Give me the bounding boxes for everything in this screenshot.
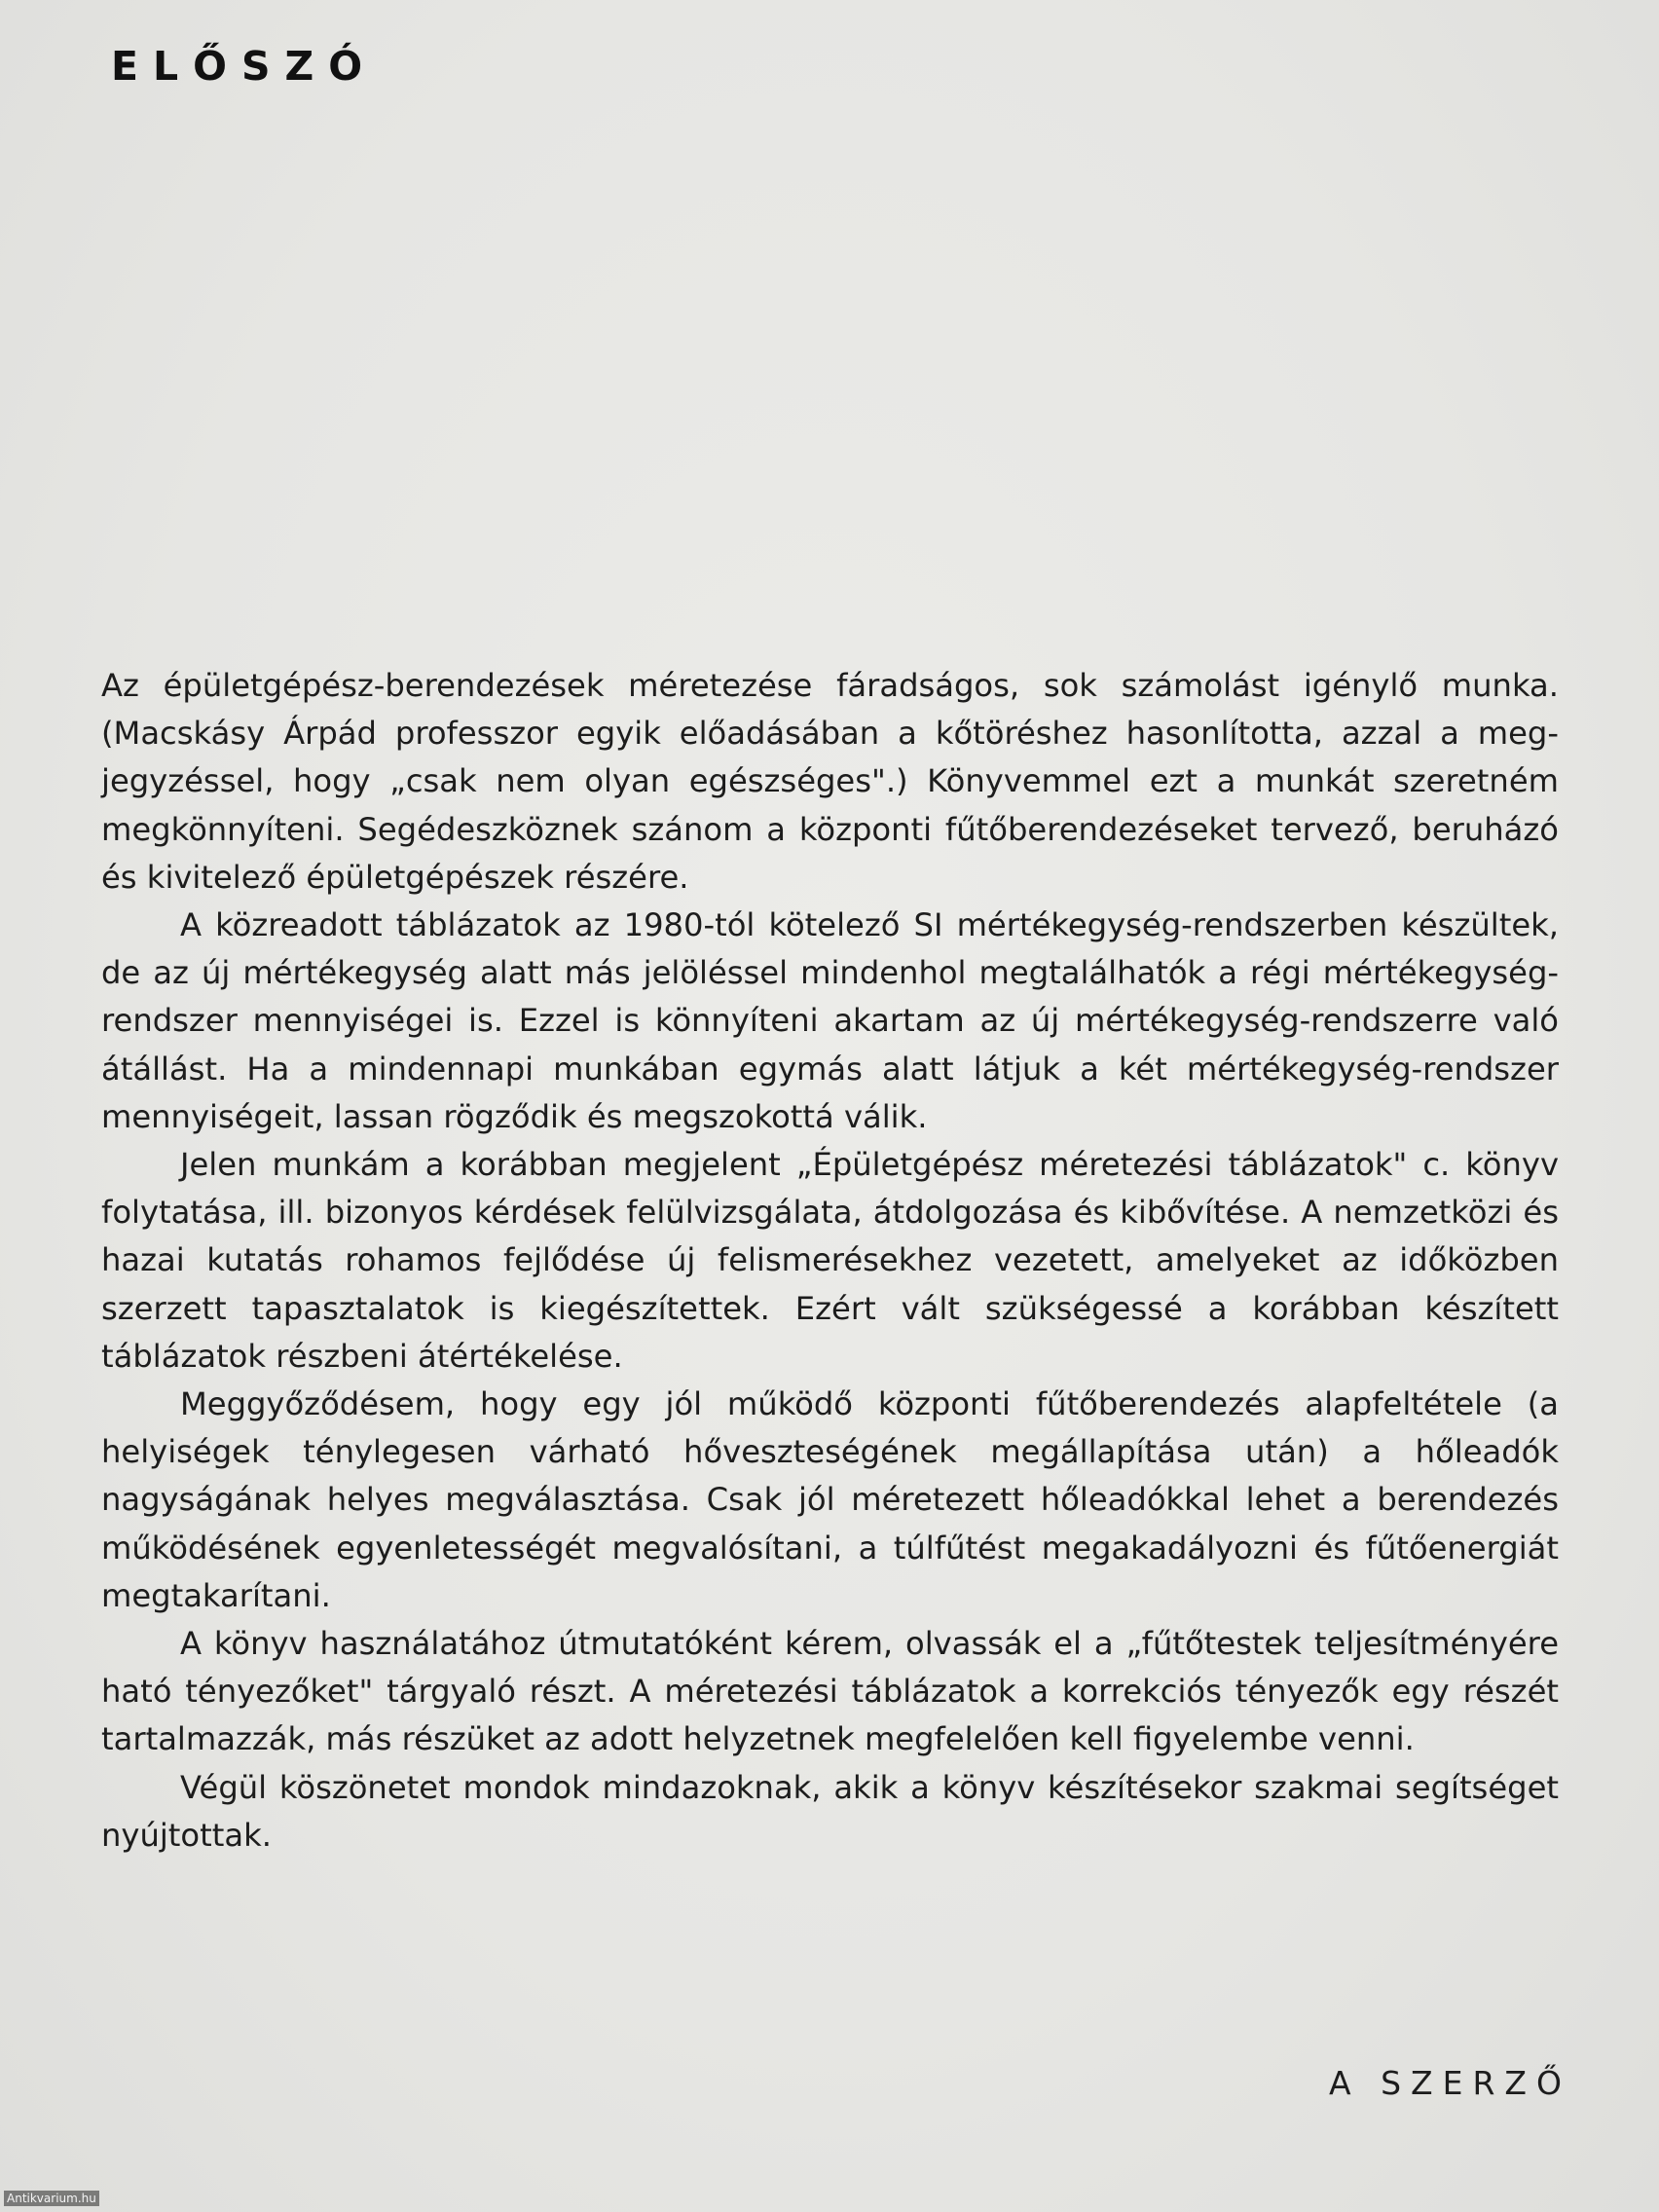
paragraph-3: Jelen munkám a korábban megjelent „Épületgépész méretezési táblázatok" c. könyv folytatása, ill. bizonyos kérdések felülvizsgálata, átdolgozása és kibővítése. A nemzetközi és hazai kutatás rohamos fejlődése új felismerésekhez vezetett, amelyeket az időközben szerzett tapasztalatok is kiegészítettek. Ezért vált szükségessé a korábban készített táblázatok részbeni átértékelése. bbox=[101, 1146, 1559, 1375]
author-signature: A SZERZŐ bbox=[1329, 2064, 1571, 2102]
paragraph-1: Az épületgépész-berendezések méretezése fáradságos, sok számolást igénylő munka. (Macskásy Árpád professzor egyik előadásában a kőtöréshez hasonlította, azzal a megjegyzéssel, hogy „csak nem olyan egészséges".) Könyvemmel ezt a munkát szeretném megkönnyíteni. Segédeszköznek szánom a központi fűtőberendezéseket tervező, beruházó és kivitelező épületgépészek részére. bbox=[101, 667, 1559, 896]
paragraph-4: Meggyőződésem, hogy egy jól működő központi fűtőberendezés alapfeltétele (a helyiségek ténylegesen várható hőveszteségének megállapítása után) a hőleadók nagyságának helyes megválasztása. Csak jól méretezett hőleadókkal lehet a berendezés működésének egyenletességét megvalósítani, a túlfűtést megakadályozni és fűtőenergiát megtakarítani. bbox=[101, 1385, 1559, 1614]
preface-body bbox=[101, 662, 1559, 1860]
watermark: Antikvarium.hu bbox=[4, 2191, 99, 2206]
paragraph-5: A könyv használatához útmutatóként kérem, olvassák el a „fűtőtestek teljesítményére ható tényezőket" tárgyaló részt. A méretezési táblázatok a korrekciós tényezők egy részét tartalmazzák, más részüket az adott helyzetnek megfelelően kell figyelembe venni. bbox=[101, 1625, 1559, 1758]
paragraph-2: A közreadott táblázatok az 1980-tól kötelező SI mértékegység-rendszerben készültek, de az új mértékegység alatt más jelöléssel mindenhol megtalálhatók a régi mértékegység-rendszer mennyiségei is. Ezzel is könnyíteni akartam az új mértékegység-rendszerre való átállást. Ha a mindennapi munkában egymás alatt látjuk a két mértékegység-rendszer mennyiségeit, lassan rögződik és megszokottá válik. bbox=[101, 906, 1559, 1135]
paragraph-6: Végül köszönetet mondok mindazoknak, akik a könyv készítésekor szakmai segítséget nyújtottak. bbox=[101, 1768, 1559, 1854]
page-title: ELŐSZÓ bbox=[111, 43, 378, 90]
